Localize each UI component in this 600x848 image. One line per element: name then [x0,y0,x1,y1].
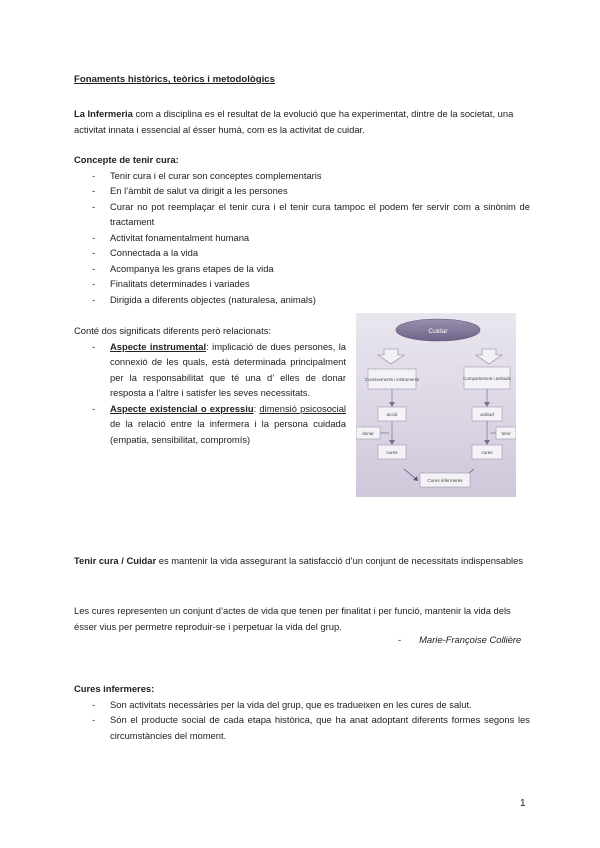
intro-paragraph [74,106,528,137]
cures-paragraph: Les cures representen un conjunt d’actes de vida que tenen per finalitat i per funció, mantenir la vida dels ésser vius per permetre reproduir-se i perpetuar la vida del grup. [74,605,511,632]
tenir-cura-paragraph [74,553,530,569]
meanings-list [74,339,346,448]
cuidar-label: Cuidar [428,328,448,335]
cuidar-diagram [356,313,516,497]
cures-infermeres-label: Cures infermeres [427,478,463,483]
list-item: - Són el producte social de cada etapa històrica, que ha anat adoptant diferents formes segons les circumstàncies del moment. [74,712,530,743]
concept-heading: Concepte de tenir cura: [74,154,179,165]
list-item: - Connectada a la vida [74,245,530,261]
diagram-svg [356,313,516,497]
arrowhead-icon [389,402,395,407]
meanings-section [74,323,346,447]
cures-left-label: cures [386,450,398,455]
accio-label: acció [386,412,398,417]
down-arrow-right-icon [476,349,502,364]
list-item-existencial [74,401,346,448]
intro-term: La Infermeria [74,108,133,119]
author-name: Marie-Françoise Collière [419,634,522,645]
infermeres-heading: Cures infermeres: [74,683,155,694]
arrowhead-icon [484,402,490,407]
list-item: - Son activitats necessàries per la vida del grup, que es tradueixen en les cures de salut. [74,697,530,713]
list-item: - En l’àmbit de salut va dirigit a les persones [74,183,530,199]
existencial-text: de la relació entre la infermera i la persona cuidada (empatia, sensibilitat, compromís) [110,418,346,445]
tenir-label: tenir [501,431,511,436]
down-arrow-left-icon [378,349,404,364]
list-item: - Finalitats determinades i variades [74,276,530,292]
existencial-dimension: dimensió psicosocial [259,402,346,414]
comportament-label: Comportament i actituds [463,376,511,381]
list-item: - Dirigida a diferents objectes (naturalesa, animals) [74,292,530,308]
list-item-instrumental [74,339,346,401]
concept-list [74,168,530,308]
cures-right-label: cures [481,450,493,455]
tenir-text: es mantenir la vida assegurant la satisfacció d’un conjunt de necessitats indispensables [156,555,524,566]
intro-text: com a disciplina es el resultat de la evolució que ha experimentat, dintre de la societat, una activitat innata i essencial al ésser humà, com es la activitat de cuidar. [74,108,514,135]
arrowhead-icon [484,440,490,445]
author-dash: - [398,634,402,645]
existencial-sep: : [253,402,260,414]
connector-line [404,469,416,479]
document-title: Fonaments històrics, teòrics i metodològics [74,74,275,85]
list-item: - Tenir cura i el curar son conceptes complementaris [74,168,530,184]
instrumental-label: Aspecte instrumental [110,340,207,352]
list-item: - Activitat fonamentalment humana [74,230,530,246]
page-number: 1 [520,798,526,809]
meanings-lead: Conté dos significats diferents però relacionats: [74,325,271,336]
list-item: - Curar no pot reemplaçar el tenir cura i el tenir cura tampoc el podem fer servir com a sinònim de tractament [74,199,530,230]
quote-author [398,632,521,648]
concept-section [74,152,530,307]
cures-infermeres-section [74,681,530,743]
coneixements-label: Coneixements i instruments [364,377,420,382]
instrumental-text: : implicació de dues persones, la connexió de les quals, està determinada principalment per la responsabilitat que té una d’ elles de donar resposta a l’altre i satisfer les seves necessitats. [110,340,347,399]
infermeres-list [74,697,530,744]
actitud-label: actitud [480,412,494,417]
existencial-label: Aspecte existencial o expressiu [110,402,254,414]
tenir-term: Tenir cura / Cuidar [74,555,157,566]
donar-label: donar [362,431,374,436]
arrowhead-icon [389,440,395,445]
list-item: - Acompanya les grans etapes de la vida [74,261,530,277]
